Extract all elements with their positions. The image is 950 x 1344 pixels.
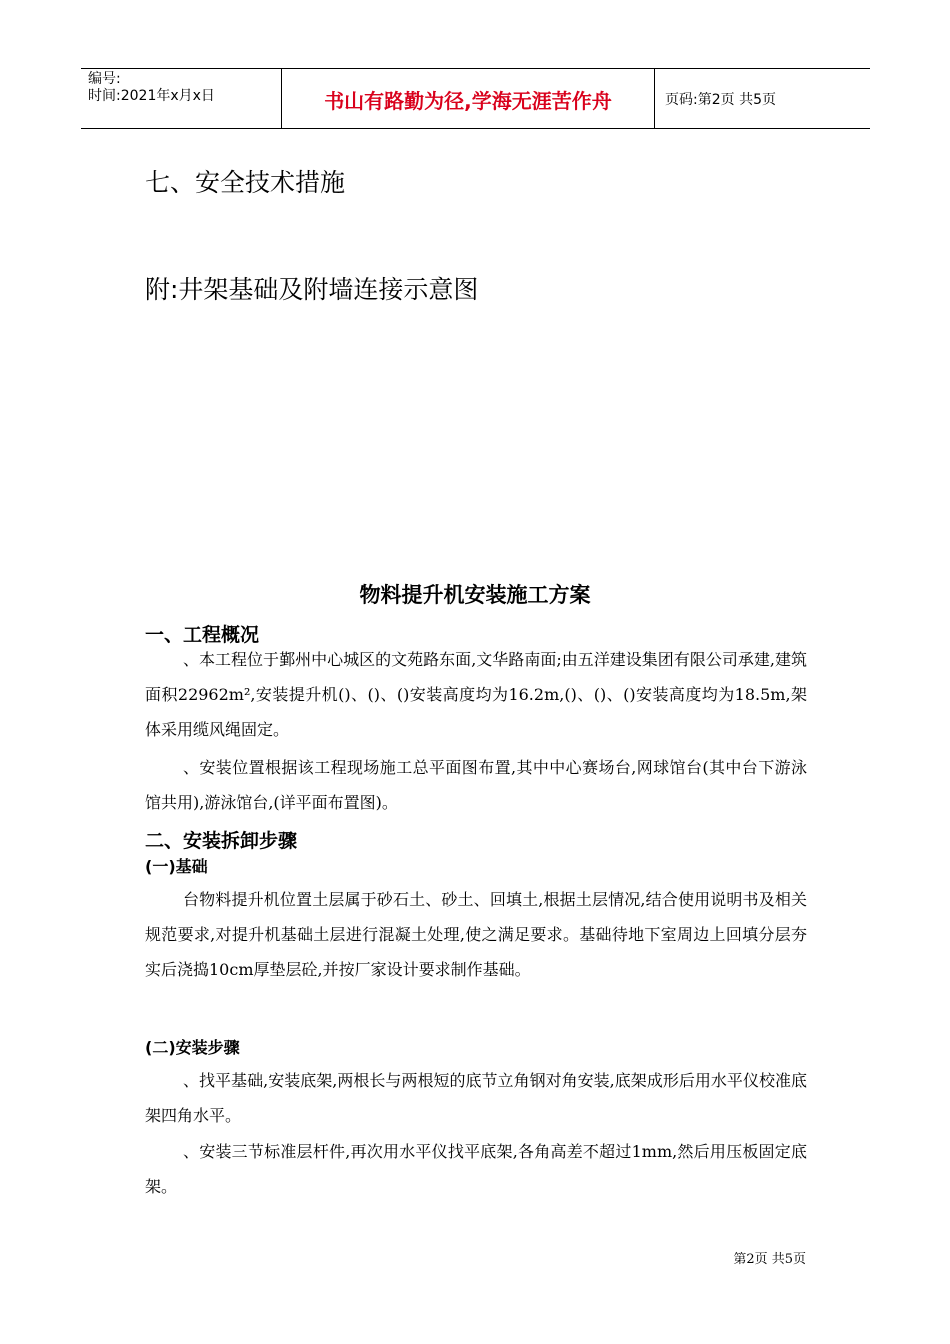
header-meta xyxy=(81,69,282,128)
heading-appendix: 附:井架基础及附墙连接示意图 xyxy=(145,275,479,304)
footer-page-number: 第2页 共5页 xyxy=(733,1252,806,1267)
section-heading-overview: 一、工程概况 xyxy=(145,624,260,646)
sub-heading-install-steps: (二)安装步骤 xyxy=(145,1038,240,1057)
paragraph-project-location: 、本工程位于鄞州中心城区的文苑路东面,文华路南面;由五洋建设集团有限公司承建,建筑面积22962m²,安装提升机()、()、()安装高度均为16.2m,()、()、()安装高度均为18.5m,架体采用缆风绳固定。 xyxy=(145,650,807,739)
paragraph-step-standard-sections: 、安装三节标准层杆件,再次用水平仪找平底架,各角高差不超过1mm,然后用压板固定底架。 xyxy=(145,1142,807,1196)
paragraph-foundation: 台物料提升机位置土层属于砂石土、砂土、回填土,根据土层情况,结合使用说明书及相关规范要求,对提升机基础土层进行混凝土处理,使之满足要求。基础待地下室周边上回填分层夯实后浇捣10cm厚垫层砼,并按厂家设计要求制作基础。 xyxy=(145,890,807,979)
paragraph-install-position: 、安装位置根据该工程现场施工总平面图布置,其中中心赛场台,网球馆台(其中台下游泳馆共用),游泳馆台,(详平面布置图)。 xyxy=(145,758,807,812)
section-heading-steps: 二、安装拆卸步骤 xyxy=(145,830,298,852)
header-page-info: 页码:第2页 共5页 xyxy=(665,92,776,108)
heading-safety-measures: 七、安全技术措施 xyxy=(145,168,346,197)
sub-heading-foundation: (一)基础 xyxy=(145,857,208,876)
header-time-label: 时间:2021年x月x日 xyxy=(88,88,215,104)
header-motto: 书山有路勤为径,学海无涯苦作舟 xyxy=(282,69,655,128)
header-number-label: 编号: xyxy=(88,71,121,87)
document-title: 物料提升机安装施工方案 xyxy=(359,583,591,607)
paragraph-step-base: 、找平基础,安装底架,两根长与两根短的底节立角钢对角安装,底架成形后用水平仪校准底架四角水平。 xyxy=(145,1071,807,1125)
page-header xyxy=(81,68,870,129)
